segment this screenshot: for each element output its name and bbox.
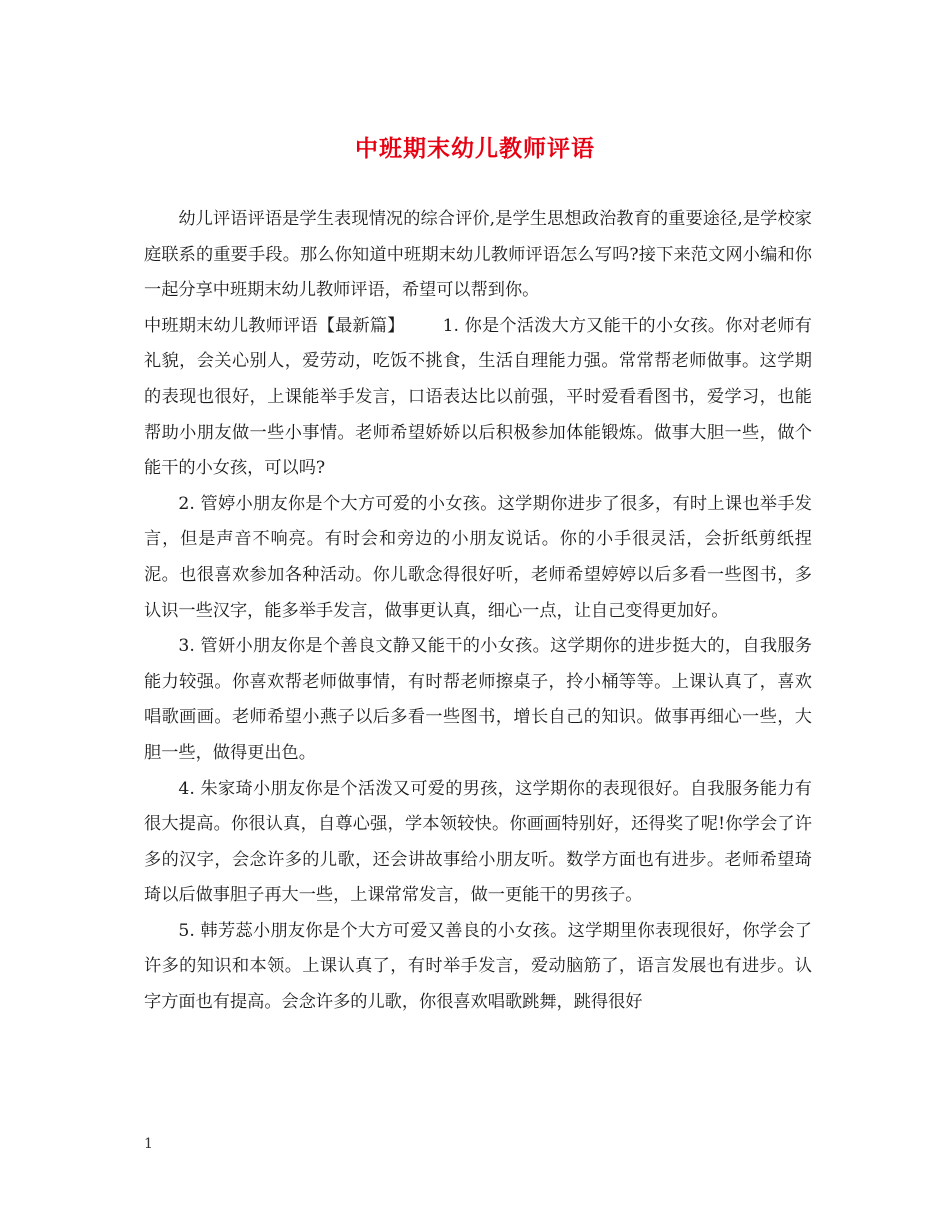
document-body — [144, 202, 812, 1021]
page-number: 1 — [144, 1136, 153, 1152]
comment-item-5: 5. 韩芳蕊小朋友你是个大方可爱又善良的小女孩。这学期里你表现很好，你学会了许多的知识和本领。上课认真了，有时举手发言，爱动脑筋了，语言发展也有进步。认字方面也有提高。会念许多的儿歌，你很喜欢唱歌跳舞，跳得很好 — [144, 920, 812, 1013]
comment-item-1: 1. 你是个活泼大方又能干的小女孩。你对老师有礼貌，会关心别人，爱劳动，吃饭不挑食，生活自理能力强。常常帮老师做事。这学期的表现也很好，上课能举手发言，口语表达比以前强，平时爱看看图书，爱学习，也能帮助小朋友做一些小事情。老师希望娇娇以后积极参加体能锻炼。做事大胆一些，做个能干的小女孩，可以吗? — [144, 315, 812, 479]
comment-item-4: 4. 朱家琦小朋友你是个活泼又可爱的男孩，这学期你的表现很好。自我服务能力有很大提高。你很认真，自尊心强，学本领较快。你画画特别好，还得奖了呢!你学会了许多的汉字，会念许多的儿歌，还会讲故事给小朋友听。数学方面也有进步。老师希望琦琦以后做事胆子再大一些，上课常常发言，做一更能干的男孩子。 — [144, 778, 812, 906]
intro-paragraph: 幼儿评语评语是学生表现情况的综合评价,是学生思想政治教育的重要途径,是学校家庭联系的重要手段。那么你知道中班期末幼儿教师评语怎么写吗?接下来范文网小编和你一起分享中班期末幼儿教师评语，希望可以帮到你。 — [144, 209, 812, 301]
comment-item-3: 3. 管妍小朋友你是个善良文静又能干的小女孩。这学期你的进步挺大的，自我服务能力较强。你喜欢帮老师做事情，有时帮老师擦桌子，拎小桶等等。上课认真了，喜欢唱歌画画。老师希望小燕子以后多看一些图书，增长自己的知识。做事再细心一些，大胆一些，做得更出色。 — [144, 636, 812, 763]
section-paragraph — [144, 309, 812, 487]
section-heading: 中班期末幼儿教师评语【最新篇】 — [144, 315, 405, 336]
comment-item-2: 2. 管婷小朋友你是个大方可爱的小女孩。这学期你进步了很多，有时上课也举手发言，但是声音不响亮。有时会和旁边的小朋友说话。你的小手很灵活，会折纸剪纸捏泥。也很喜欢参加各种活动。你儿歌念得很好听，老师希望婷婷以后多看一些图书，多认识一些汉字，能多举手发言，做事更认真，细心一点，让自己变得更加好。 — [144, 493, 812, 621]
document-title: 中班期末幼儿教师评语 — [355, 136, 595, 162]
